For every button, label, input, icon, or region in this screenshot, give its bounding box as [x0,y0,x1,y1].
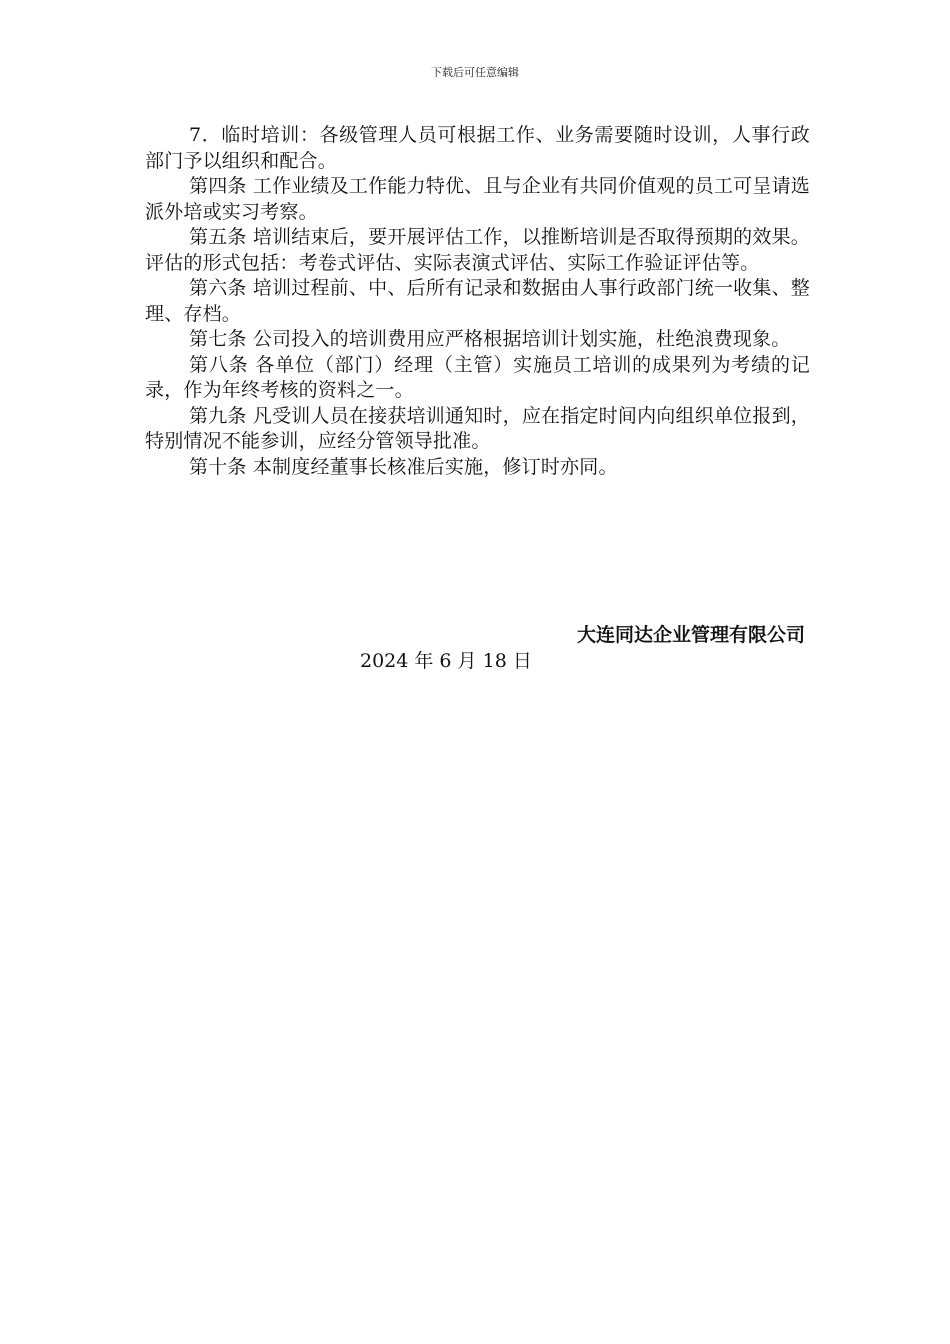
paragraph-article-7: 第七条 公司投入的培训费用应严格根据培训计划实施，杜绝浪费现象。 [189,328,791,350]
signature-date: 2024 年 6 月 18 日 [360,650,532,672]
paragraph-article-6: 第六条 培训过程前、中、后所有记录和数据由人事行政部门统一收集、整理、存档。 [145,277,810,325]
document-body [145,123,810,480]
paragraph-article-9: 第九条 凡受训人员在接获培训通知时，应在指定时间内向组织单位报到，特别情况不能参训，应经分管领导批准。 [145,404,810,452]
paragraph-article-5: 第五条 培训结束后，要开展评估工作，以推断培训是否取得预期的效果。评估的形式包括：考卷式评估、实际表演式评估、实际工作验证评估等。 [145,226,810,274]
paragraph-article-10: 第十条 本制度经董事长核准后实施，修订时亦同。 [189,455,618,478]
paragraph-temporary-training: 7．临时培训：各级管理人员可根据工作、业务需要随时设训，人事行政部门予以组织和配合。 [145,124,810,172]
company-signature: 大连同达企业管理有限公司 [576,624,805,646]
paragraph-article-4: 第四条 工作业绩及工作能力特优、且与企业有共同价值观的员工可呈请选派外培或实习考察。 [145,175,810,223]
page-header-note: 下载后可任意编辑 [431,66,519,79]
paragraph-article-8: 第八条 各单位（部门）经理（主管）实施员工培训的成果列为考绩的记录，作为年终考核的资料之一。 [145,353,810,401]
